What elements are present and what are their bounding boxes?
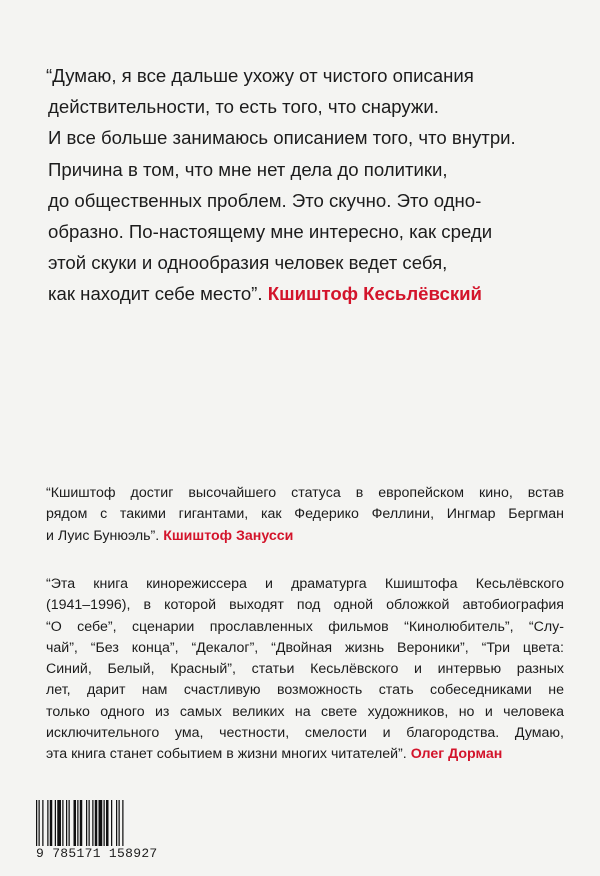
- barcode-bar: [74, 800, 77, 850]
- barcode-bar: [62, 800, 63, 850]
- quote-text: эта книга станет событием в жизни многих читателей”.: [46, 746, 407, 763]
- barcode-bar: [69, 800, 70, 850]
- main-quote: [46, 60, 561, 310]
- quote-line: действительности, то есть того, что снаружи.: [48, 96, 439, 118]
- barcode-bar: [77, 800, 78, 850]
- barcode-bar: [36, 800, 37, 850]
- quote-line: исключительного ума, честности, смелости и благородства. Думаю,: [46, 725, 564, 742]
- barcode-bar: [104, 800, 105, 850]
- barcode-bar: [119, 800, 120, 850]
- quote-author: Олег Дорман: [410, 746, 503, 763]
- barcode-bars: [34, 800, 164, 850]
- barcode-bar: [89, 800, 90, 850]
- quote-line: Синий, Белый, Красный”, статьи Кесьлёвского и интервью разных: [46, 661, 564, 678]
- quote-line: “О себе”, сценарии прославленных фильмов “Кинолюбитель”, “Слу-: [46, 618, 564, 635]
- barcode-bar: [80, 800, 83, 850]
- secondary-quote: [46, 483, 564, 547]
- barcode-bar: [47, 800, 48, 850]
- quote-line-last: [46, 526, 564, 547]
- quote-line: этой скуки и однообразия человек ведет себя,: [48, 252, 448, 274]
- quote-author: Кшиштоф Кесьлёвский: [267, 283, 482, 305]
- quote-line: лет, дарит нам счастливую возможность стать собеседниками не: [46, 682, 564, 699]
- quote-line: образно. По-настоящему мне интересно, как среди: [48, 221, 493, 243]
- tertiary-quote: [46, 574, 564, 766]
- barcode-bar: [92, 800, 93, 850]
- quote-line: (1941–1996), в которой выходят под одной обложкой автобиография: [46, 597, 564, 614]
- quote-line: чай”, “Без конца”, “Декалог”, “Двойная жизнь Вероники”, “Три цвета:: [46, 639, 564, 656]
- barcode-bar: [42, 800, 43, 850]
- quote-line: до общественных проблем. Это скучно. Это одно-: [48, 189, 482, 211]
- barcode-bar: [99, 800, 103, 850]
- barcode-bar: [57, 800, 61, 850]
- barcode-bar: [116, 800, 117, 850]
- quote-line: “Думаю, я все дальше ухожу от чистого описания: [46, 65, 474, 86]
- barcode-bar: [86, 800, 87, 850]
- quote-line: только одного из самых великих на свете художников, но и человека: [46, 703, 564, 720]
- quote-line: “Кшиштоф достиг высочайшего статуса в европейском кино, встав: [46, 485, 564, 501]
- quote-line: “Эта книга кинорежиссера и драматурга Кшиштофа Кесьлёвского: [46, 576, 564, 592]
- barcode-bar: [39, 800, 40, 850]
- quote-line: рядом с такими гигантами, как Федерико Феллини, Ингмар Бергман: [46, 506, 564, 523]
- barcode-bar: [66, 800, 67, 850]
- barcode-bar: [111, 800, 112, 850]
- quote-text: и Луис Бунюэль”.: [46, 527, 160, 544]
- quote-line-last: [46, 278, 561, 309]
- barcode-bar: [95, 800, 98, 850]
- quote-line: Причина в том, что мне нет дела до политики,: [48, 158, 448, 180]
- quote-line-last: [46, 744, 564, 765]
- barcode-bar: [122, 800, 123, 850]
- barcode-bar: [106, 800, 109, 850]
- quote-text: как находит себе место”.: [48, 283, 263, 305]
- isbn-number: 9 785171 158927: [36, 846, 158, 861]
- quote-line: И все больше занимаюсь описанием того, что внутри.: [48, 127, 516, 149]
- barcode-bar: [50, 800, 53, 850]
- barcode-bar: [55, 800, 56, 850]
- quote-author: Кшиштоф Занусси: [163, 527, 294, 544]
